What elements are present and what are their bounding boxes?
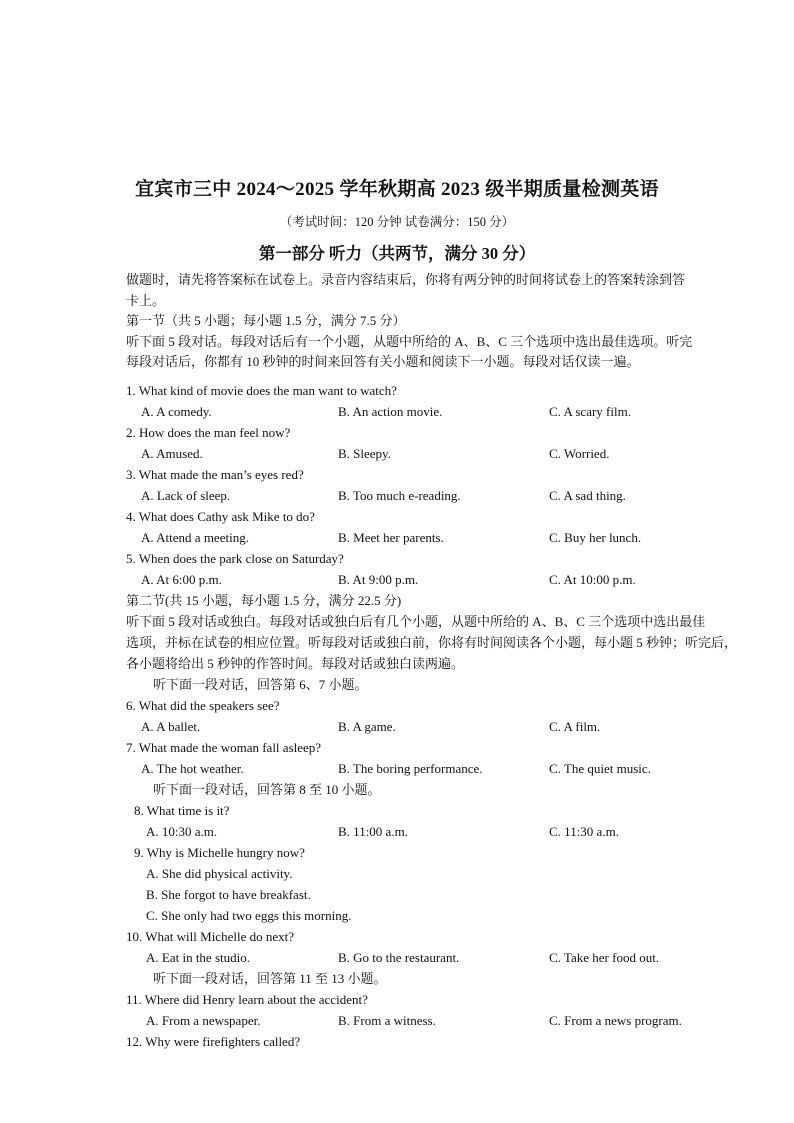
question-row — [126, 800, 766, 821]
option-a: A. At 6:00 p.m. — [141, 572, 222, 587]
option-b: B. 11:00 a.m. — [338, 824, 408, 839]
option-c: C. A sad thing. — [549, 488, 626, 503]
options-row — [126, 821, 766, 842]
options-row — [126, 443, 766, 464]
options-row — [126, 1010, 766, 1031]
section2-instruction-line: 选项，并标在试卷的相应位置。听每段对话或独白前，你将有时间阅读各个小题，每小题 5 秒钟；听完后， — [126, 635, 738, 650]
section1-heading: 第一节（共 5 小题；每小题 1.5 分，满分 7.5 分） — [126, 313, 406, 328]
options-row — [126, 758, 766, 779]
question-text: 2. How does the man feel now? — [126, 425, 291, 440]
question-text: 7. What made the woman fall asleep? — [126, 740, 322, 755]
options-row — [126, 569, 766, 590]
option-b: B. An action movie. — [338, 404, 443, 419]
option-a: A. Eat in the studio. — [146, 950, 250, 965]
question-row — [126, 695, 766, 716]
option-b: B. Go to the restaurant. — [338, 950, 460, 965]
question-text: 10. What will Michelle do next? — [126, 929, 294, 944]
options-row — [126, 527, 766, 548]
question-text: 12. Why were firefighters called? — [126, 1034, 301, 1049]
question-text: 1. What kind of movie does the man want to watch? — [126, 383, 397, 398]
option-a: A. Amused. — [141, 446, 203, 461]
section2-instruction-row — [126, 632, 766, 653]
option-a: A. She did physical activity. — [146, 866, 293, 881]
question-text: 9. Why is Michelle hungry now? — [134, 845, 305, 860]
direction-row — [126, 674, 766, 695]
option-b: B. Too much e-reading. — [338, 488, 461, 503]
direction-row — [126, 968, 766, 989]
option-a: A. Lack of sleep. — [141, 488, 231, 503]
section2-instruction-row — [126, 611, 766, 632]
option-c: C. At 10:00 p.m. — [549, 572, 636, 587]
section2-heading-row — [126, 590, 766, 611]
option-c: C. She only had two eggs this morning. — [146, 908, 352, 923]
section2-heading: 第二节(共 15 小题，每小题 1.5 分，满分 22.5 分) — [126, 593, 402, 608]
option-c: C. Worried. — [549, 446, 610, 461]
option-a: A. Attend a meeting. — [141, 530, 249, 545]
question-row — [126, 737, 766, 758]
option-b: B. The boring performance. — [338, 761, 483, 776]
option-a: A. A comedy. — [141, 404, 212, 419]
option-b: B. Sleepy. — [338, 446, 391, 461]
question-text: 5. When does the park close on Saturday? — [126, 551, 344, 566]
part-heading: 第一部分 听力（共两节，满分 30 分） — [258, 244, 536, 263]
question-row — [126, 842, 766, 863]
exam-time-info: （考试时间：120 分钟 试卷满分：150 分） — [279, 215, 515, 229]
option-c: C. A scary film. — [549, 404, 631, 419]
question-text: 6. What did the speakers see? — [126, 698, 280, 713]
options-row — [126, 716, 766, 737]
option-c: C. Take her food out. — [549, 950, 660, 965]
question-row — [126, 464, 766, 485]
section2-instruction-line: 各小题将给出 5 秒钟的作答时间。每段对话或独白读两遍。 — [126, 656, 465, 671]
section2-instruction-row — [126, 653, 766, 674]
option-b: B. Meet her parents. — [338, 530, 444, 545]
question-row — [126, 926, 766, 947]
option-c: C. The quiet music. — [549, 761, 651, 776]
question-text: 11. Where did Henry learn about the accident? — [126, 992, 368, 1007]
listening-direction: 听下面一段对话，回答第 6、7 小题。 — [153, 677, 368, 692]
section1-instruction-line: 听下面 5 段对话。每段对话后有一个小题，从题中所给的 A、B、C 三个选项中选出最佳选项。听完 — [126, 333, 693, 349]
question-row — [126, 422, 766, 443]
question-row — [126, 548, 766, 569]
section1-instruction-line: 每段对话后，你都有 10 秒钟的时间来回答有关小题和阅读下一小题。每段对话仅读一遍。 — [126, 354, 640, 369]
questions-area — [126, 380, 766, 1052]
listening-direction: 听下面一段对话，回答第 11 至 13 小题。 — [153, 971, 387, 986]
option-a: A. A ballet. — [141, 719, 201, 734]
option-c: C. From a news program. — [549, 1013, 682, 1028]
question-text: 3. What made the man’s eyes red? — [126, 467, 304, 482]
option-c: C. 11:30 a.m. — [549, 824, 619, 839]
exam-title: 宜宾市三中 2024～2025 学年秋期高 2023 级半期质量检测英语 — [135, 179, 659, 200]
direction-row — [126, 779, 766, 800]
option-row — [126, 884, 766, 905]
intro-line: 卡上。 — [126, 292, 166, 308]
question-text: 8. What time is it? — [134, 803, 230, 818]
listening-direction: 听下面一段对话，回答第 8 至 10 小题。 — [153, 782, 381, 797]
option-c: C. Buy her lunch. — [549, 530, 642, 545]
question-row — [126, 1031, 766, 1052]
option-b: B. She forgot to have breakfast. — [146, 887, 311, 902]
option-a: A. The hot weather. — [141, 761, 244, 776]
option-c: C. A film. — [549, 719, 601, 734]
option-a: A. 10:30 a.m. — [146, 824, 218, 839]
question-row — [126, 506, 766, 527]
question-row — [126, 380, 766, 401]
intro-line: 做题时，请先将答案标在试卷上。录音内容结束后，你将有两分钟的时间将试卷上的答案转涂到答 — [126, 272, 686, 287]
intro-paragraph — [126, 270, 752, 373]
option-b: B. From a witness. — [338, 1013, 436, 1028]
option-a: A. From a newspaper. — [146, 1013, 261, 1028]
option-row — [126, 863, 766, 884]
option-row — [126, 905, 766, 926]
options-row — [126, 485, 766, 506]
options-row — [126, 401, 766, 422]
option-b: B. A game. — [338, 719, 396, 734]
option-b: B. At 9:00 p.m. — [338, 572, 419, 587]
section2-instruction-line: 听下面 5 段对话或独白。每段对话或独白后有几个小题，从题中所给的 A、B、C 三个选项中选出最佳 — [126, 614, 706, 629]
options-row — [126, 947, 766, 968]
question-text: 4. What does Cathy ask Mike to do? — [126, 509, 315, 524]
question-row — [126, 989, 766, 1010]
